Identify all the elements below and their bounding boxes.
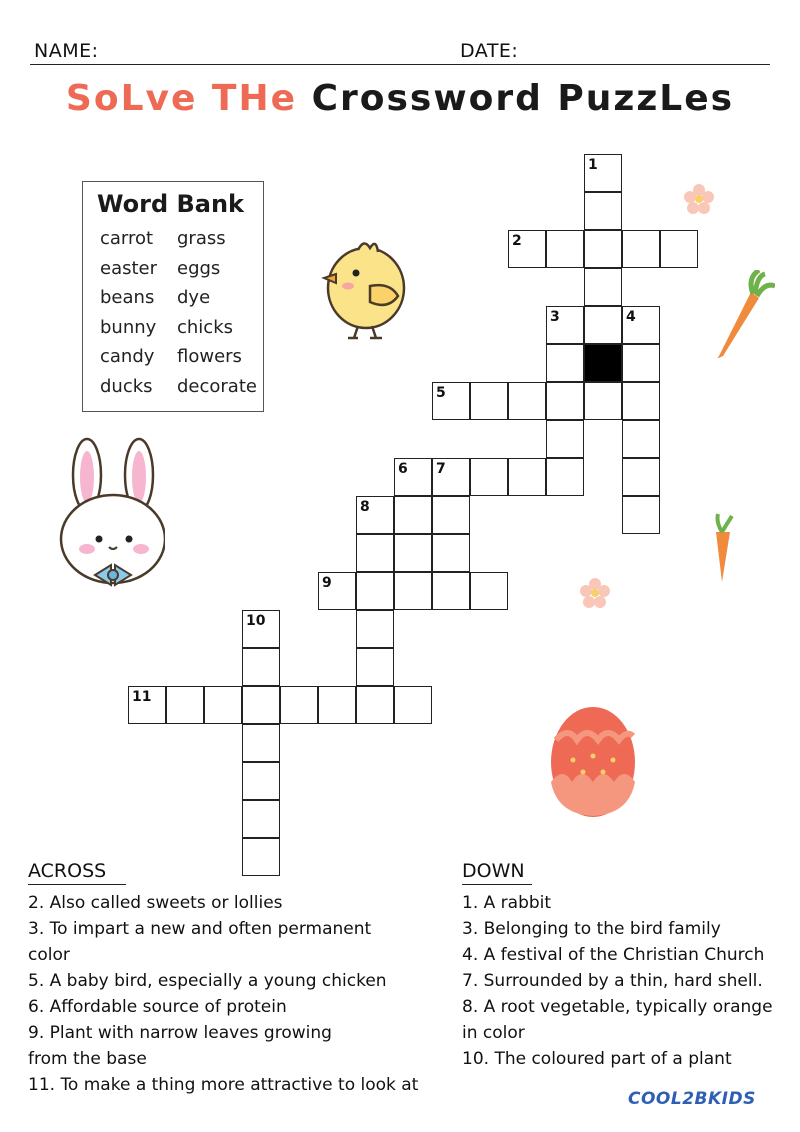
title-part-1: SoLve THe [65, 78, 298, 119]
crossword-cell[interactable] [242, 648, 280, 686]
crossword-cell[interactable] [546, 230, 584, 268]
crossword-cell[interactable] [394, 572, 432, 610]
across-heading: ACROSS [28, 860, 107, 882]
word-bank-word: grass [177, 228, 226, 249]
down-clue: 3. Belonging to the bird family [462, 919, 721, 939]
across-clue: 2. Also called sweets or lollies [28, 893, 283, 913]
clue-number: 1 [588, 157, 598, 173]
down-clue: in color [462, 1023, 525, 1043]
crossword-cell[interactable] [584, 192, 622, 230]
crossword-cell[interactable] [242, 838, 280, 876]
word-bank-word: ducks [100, 376, 153, 397]
crossword-cell[interactable] [584, 382, 622, 420]
crossword-cell[interactable] [242, 800, 280, 838]
across-clue: 6. Affordable source of protein [28, 997, 287, 1017]
across-clue: 9. Plant with narrow leaves growing [28, 1023, 332, 1043]
carrot-icon [706, 512, 738, 584]
clue-number: 2 [512, 233, 522, 249]
word-bank-word: beans [100, 287, 155, 308]
date-label: DATE: [460, 40, 519, 62]
down-heading: DOWN [462, 860, 525, 882]
across-clue: 11. To make a thing more attractive to look at [28, 1075, 419, 1095]
crossword-cell[interactable] [394, 534, 432, 572]
across-clue: 5. A baby bird, especially a young chicken [28, 971, 387, 991]
clue-number: 9 [322, 575, 332, 591]
crossword-cell[interactable] [432, 534, 470, 572]
clue-number: 6 [398, 461, 408, 477]
crossword-cell[interactable] [432, 496, 470, 534]
crossword-cell[interactable] [546, 382, 584, 420]
across-rule [28, 884, 126, 885]
clue-number: 8 [360, 499, 370, 515]
site-logo: COOL2BKIDS [628, 1089, 756, 1109]
crossword-cell[interactable] [622, 458, 660, 496]
word-bank-word: easter [100, 258, 158, 279]
clue-number: 3 [550, 309, 560, 325]
crossword-cell[interactable] [470, 382, 508, 420]
crossword-cell[interactable] [508, 458, 546, 496]
crossword-cell[interactable] [546, 458, 584, 496]
header-rule [30, 64, 770, 65]
down-clue: 4. A festival of the Christian Church [462, 945, 765, 965]
word-bank-word: dye [177, 287, 211, 308]
down-clue: 10. The coloured part of a plant [462, 1049, 732, 1069]
down-clue: 7. Surrounded by a thin, hard shell. [462, 971, 763, 991]
across-clue: from the base [28, 1049, 147, 1069]
crossword-cell[interactable] [432, 572, 470, 610]
crossword-cell[interactable] [356, 686, 394, 724]
crossword-cell[interactable] [584, 268, 622, 306]
crossword-cell[interactable] [546, 420, 584, 458]
crossword-cell[interactable] [622, 230, 660, 268]
clue-number: 11 [132, 689, 152, 705]
crossword-cell[interactable] [204, 686, 242, 724]
flower-icon [578, 576, 612, 610]
crossword-cell[interactable] [242, 724, 280, 762]
crossword-cell[interactable] [660, 230, 698, 268]
crossword-cell[interactable] [280, 686, 318, 724]
crossword-cell[interactable] [394, 496, 432, 534]
clue-number: 7 [436, 461, 446, 477]
word-bank-word: decorate [177, 376, 257, 397]
word-bank-word: carrot [100, 228, 154, 249]
clue-number: 5 [436, 385, 446, 401]
crossword-cell[interactable] [356, 572, 394, 610]
word-bank [82, 181, 264, 412]
easter-egg-icon [548, 700, 638, 820]
flower-icon [682, 182, 716, 216]
bunny-illustration [55, 435, 165, 595]
crossword-cell[interactable] [356, 534, 394, 572]
crossword-cell[interactable] [622, 382, 660, 420]
crossword-cell[interactable] [622, 420, 660, 458]
crossword-cell[interactable] [356, 610, 394, 648]
word-bank-title: Word Bank [97, 190, 245, 218]
crossword-cell[interactable] [622, 496, 660, 534]
crossword-cell[interactable] [242, 762, 280, 800]
crossword-cell[interactable] [318, 686, 356, 724]
clue-number: 10 [246, 613, 266, 629]
word-bank-word: bunny [100, 317, 157, 338]
across-clue: color [28, 945, 70, 965]
down-clue: 1. A rabbit [462, 893, 552, 913]
word-bank-word: eggs [177, 258, 221, 279]
page-title [0, 78, 800, 119]
crossword-cell[interactable] [584, 230, 622, 268]
down-rule [462, 884, 532, 885]
crossword-cell[interactable] [470, 458, 508, 496]
crossword-cell[interactable] [584, 306, 622, 344]
crossword-black-cell [584, 344, 622, 382]
across-clue: 3. To impart a new and often permanent [28, 919, 372, 939]
crossword-cell[interactable] [546, 344, 584, 382]
chick-illustration [318, 228, 418, 344]
word-bank-word: candy [100, 346, 155, 367]
title-part-2: Crossword PuzzLes [311, 78, 735, 119]
crossword-cell[interactable] [508, 382, 546, 420]
crossword-cell[interactable] [166, 686, 204, 724]
crossword-cell[interactable] [394, 686, 432, 724]
crossword-cell[interactable] [622, 344, 660, 382]
name-label: NAME: [34, 40, 99, 62]
crossword-cell[interactable] [242, 686, 280, 724]
crossword-cell[interactable] [470, 572, 508, 610]
word-bank-word: flowers [177, 346, 242, 367]
down-clue: 8. A root vegetable, typically orange [462, 997, 773, 1017]
crossword-cell[interactable] [356, 648, 394, 686]
carrot-icon [715, 270, 775, 360]
clue-number: 4 [626, 309, 636, 325]
word-bank-word: chicks [177, 317, 234, 338]
